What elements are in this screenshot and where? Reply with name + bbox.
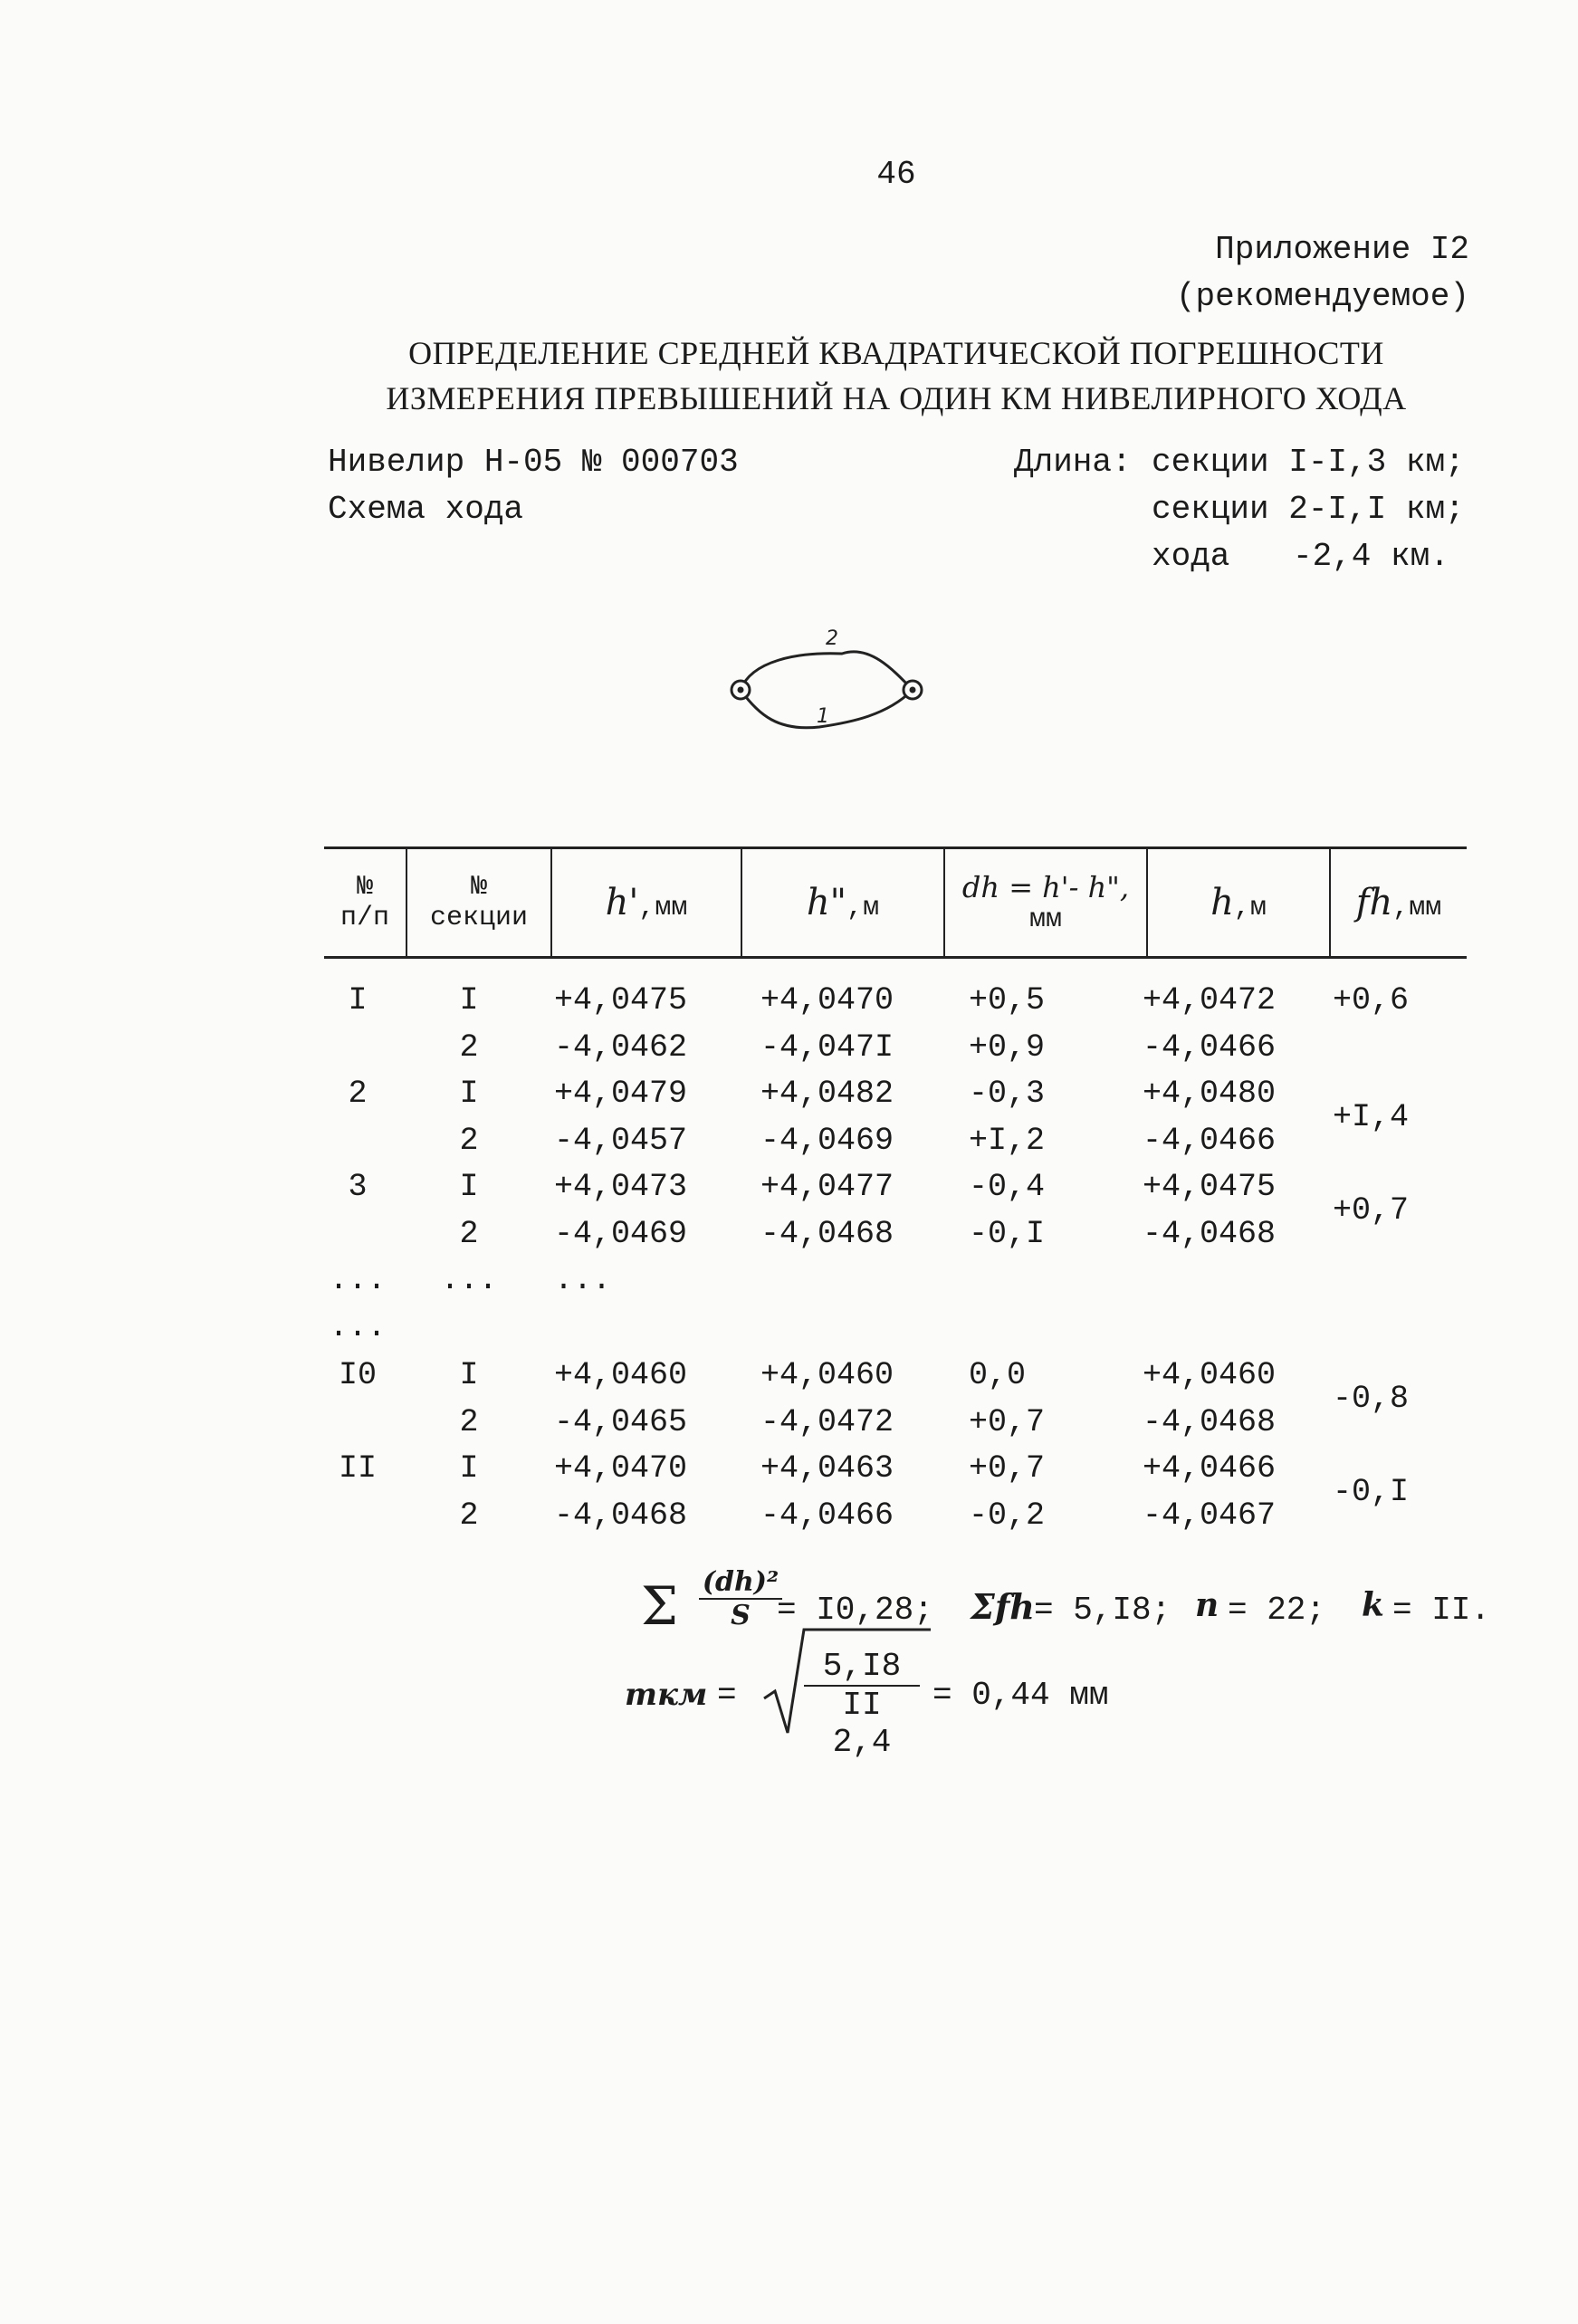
- cell-section: 2: [459, 1122, 479, 1159]
- sum-value: = I0,28;: [777, 1592, 933, 1629]
- cell-h2: +4,0477: [760, 1169, 894, 1205]
- cell-section: 2: [459, 1497, 479, 1534]
- cell-h1: ...: [554, 1262, 612, 1298]
- sqrt-fraction: 5,I8 II 2,4: [804, 1648, 920, 1761]
- cell-dh: +0,9: [969, 1028, 1046, 1066]
- cell-section: ...: [440, 1262, 498, 1298]
- cell-fh: -0,I: [1333, 1473, 1410, 1510]
- cell-section: I: [459, 1450, 479, 1487]
- n-value: = 22;: [1228, 1592, 1326, 1629]
- cell-h2: -4,0472: [760, 1403, 894, 1440]
- title-line-1: ОПРЕДЕЛЕНИЕ СРЕДНЕЙ КВАДРАТИЧЕСКОЙ ПОГРЕШНОСТИ: [408, 335, 1384, 371]
- cell-h: -4,0468: [1143, 1403, 1277, 1440]
- length-route-value: -2,4 км.: [1293, 538, 1449, 575]
- scheme-label-2: 2: [826, 627, 838, 650]
- cell-h1: -4,0462: [554, 1028, 688, 1066]
- cell-dh: +0,5: [969, 982, 1046, 1019]
- cell-h1: +4,0470: [554, 1450, 688, 1487]
- col-header-h1: h',мм: [551, 848, 741, 958]
- cell-h2: -4,0468: [760, 1215, 894, 1252]
- sum-symbol: Σ: [641, 1575, 679, 1637]
- cell-h: -4,0468: [1143, 1215, 1277, 1252]
- cell-h2: -4,0469: [760, 1122, 894, 1159]
- sum-f-value: = 5,I8;: [1034, 1592, 1172, 1629]
- section-2-line: [741, 652, 913, 690]
- table-header: [324, 846, 1467, 959]
- cell-h: +4,0472: [1143, 982, 1277, 1019]
- col-header-number: № п/п: [324, 848, 406, 958]
- cell-h2: +4,0460: [760, 1357, 894, 1393]
- cell-number: I: [348, 982, 368, 1019]
- cell-h: -4,0467: [1143, 1497, 1277, 1534]
- instrument-label: Нивелир Н-05 № 000703: [328, 444, 739, 481]
- cell-fh: -0,8: [1333, 1380, 1410, 1417]
- length-section-1: секции I-I,3 км;: [1152, 444, 1465, 481]
- cell-dh: -0,3: [969, 1076, 1046, 1112]
- cell-fh: +I,4: [1333, 1098, 1410, 1135]
- col-header-h: h,м: [1147, 848, 1330, 958]
- cell-h1: +4,0460: [554, 1357, 688, 1393]
- cell-section: I: [459, 1076, 479, 1112]
- k-symbol: k: [1362, 1586, 1384, 1624]
- appendix-number: Приложение I2: [1215, 231, 1469, 268]
- cell-h2: +4,0463: [760, 1450, 894, 1487]
- cell-number: 2: [348, 1076, 368, 1112]
- cell-h2: -4,0466: [760, 1497, 894, 1534]
- title-line-2: ИЗМЕРЕНИЯ ПРЕВЫШЕНИЙ НА ОДИН КМ НИВЕЛИРНОГО ХОДА: [386, 380, 1407, 416]
- cell-h2: +4,0482: [760, 1076, 894, 1112]
- cell-number: 3: [348, 1169, 368, 1205]
- col-header-section: № секции: [406, 848, 551, 958]
- cell-fh: +0,6: [1333, 982, 1410, 1019]
- col-header-fh: fh,мм: [1330, 848, 1467, 958]
- cell-h2: +4,0470: [760, 982, 894, 1019]
- cell-h1: +4,0479: [554, 1076, 688, 1112]
- appendix-label: [1176, 226, 1469, 320]
- cell-h: -4,0466: [1143, 1028, 1277, 1066]
- cell-h1: -4,0465: [554, 1403, 688, 1440]
- cell-number: ...: [329, 1262, 387, 1298]
- length-section-2: секции 2-I,I км;: [1152, 491, 1465, 528]
- cell-dh: +I,2: [969, 1122, 1046, 1159]
- cell-h: +4,0475: [1143, 1169, 1277, 1205]
- m-km-symbol: mкм: [625, 1677, 708, 1713]
- route-scheme-diagram: [715, 625, 932, 751]
- cell-section: 2: [459, 1215, 479, 1252]
- cell-fh: +0,7: [1333, 1191, 1410, 1229]
- cell-h2: -4,047I: [760, 1028, 894, 1066]
- cell-section: 2: [459, 1403, 479, 1440]
- cell-number: II: [338, 1450, 377, 1487]
- cell-dh: +0,7: [969, 1403, 1046, 1440]
- cell-dh: 0,0: [969, 1357, 1027, 1393]
- sum-fraction: (dh)² S: [699, 1566, 782, 1631]
- cell-h1: -4,0468: [554, 1497, 688, 1534]
- col-header-dh: dh = h'- h", мм: [944, 848, 1147, 958]
- scheme-label-1: 1: [817, 705, 829, 728]
- cell-h: +4,0460: [1143, 1357, 1277, 1393]
- cell-number: ...: [329, 1308, 387, 1345]
- cell-h: +4,0480: [1143, 1076, 1277, 1112]
- cell-h1: +4,0473: [554, 1169, 688, 1205]
- length-route-label: хода: [1152, 538, 1230, 575]
- page-number: 46: [876, 156, 916, 193]
- cell-h1: -4,0469: [554, 1215, 688, 1252]
- cell-number: I0: [338, 1357, 377, 1393]
- m-km-equals: =: [717, 1677, 737, 1714]
- sum-f-symbol: Σfh: [971, 1586, 1035, 1627]
- cell-section: I: [459, 1357, 479, 1393]
- cell-h: -4,0466: [1143, 1122, 1277, 1159]
- n-symbol: n: [1195, 1586, 1219, 1624]
- cell-dh: -0,4: [969, 1169, 1046, 1205]
- cell-h: +4,0466: [1143, 1450, 1277, 1487]
- document-title: [0, 330, 1578, 421]
- length-label: Длина:: [1014, 444, 1132, 481]
- cell-section: I: [459, 1169, 479, 1205]
- cell-h1: -4,0457: [554, 1122, 688, 1159]
- k-value: = II.: [1392, 1592, 1491, 1629]
- scheme-label: Схема хода: [328, 491, 524, 528]
- cell-section: 2: [459, 1028, 479, 1066]
- cell-section: I: [459, 982, 479, 1019]
- cell-dh: +0,7: [969, 1450, 1046, 1487]
- cell-dh: -0,2: [969, 1497, 1046, 1534]
- cell-h1: +4,0475: [554, 982, 688, 1019]
- m-km-result: = 0,44 мм: [932, 1677, 1109, 1714]
- cell-dh: -0,I: [969, 1215, 1046, 1252]
- col-header-h2: h",м: [741, 848, 944, 958]
- appendix-status: (рекомендуемое): [1175, 278, 1469, 315]
